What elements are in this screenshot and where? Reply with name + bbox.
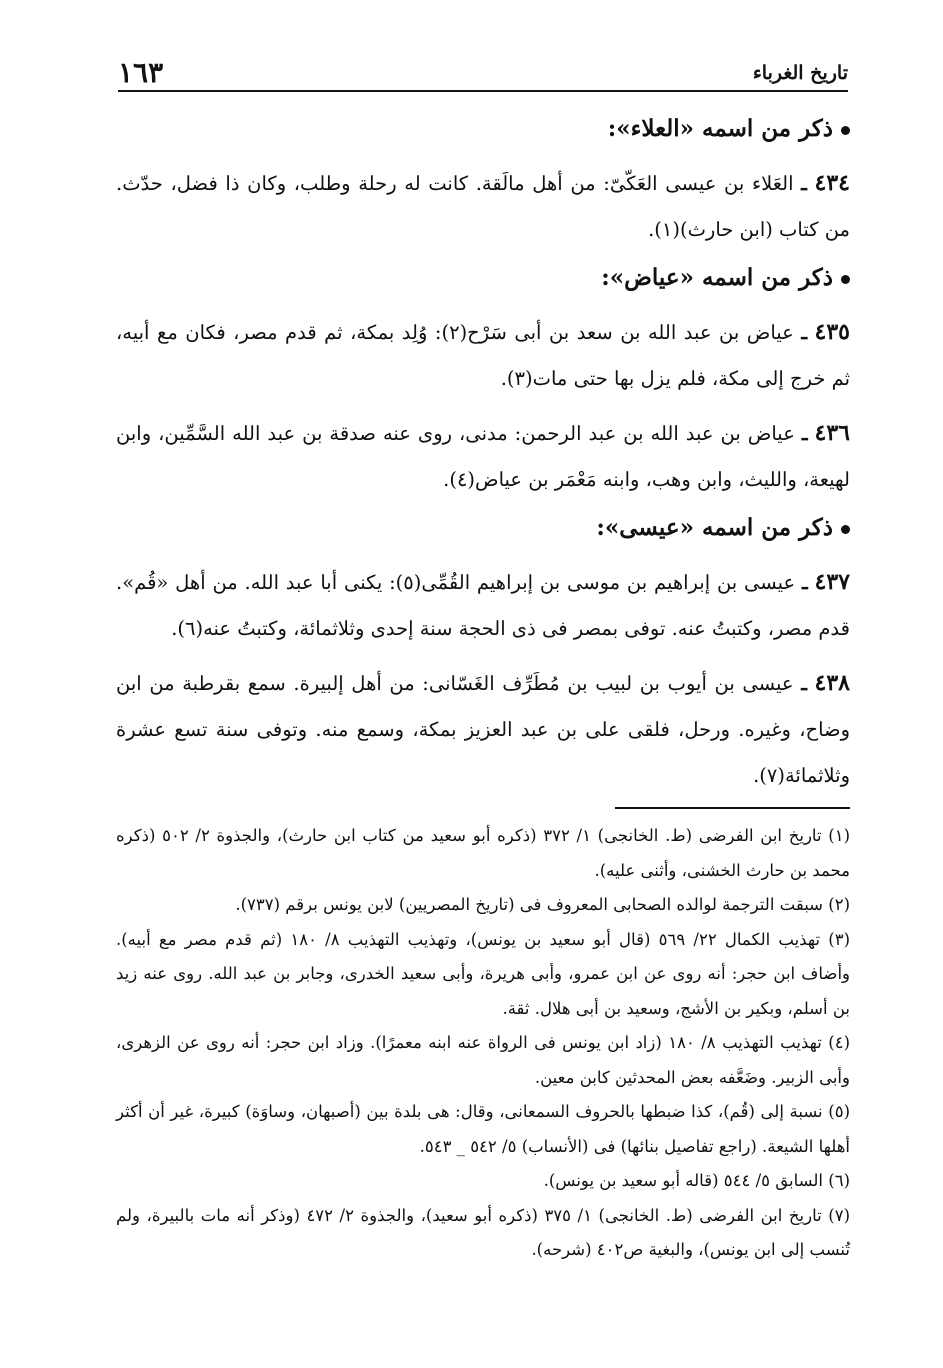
entry-text: عياض بن عبد الله بن عبد الرحمن: مدنى، روى عنه صدقة بن عبد الله السَّمِّين، وابن لهيعة، والليث، وابن وهب، وابنه مَعْمَر بن عياض(٤). bbox=[116, 422, 850, 491]
entry-text: عياض بن عبد الله بن سعد بن أبى سَرْح(٢): وُلِد بمكة، ثم قدم مصر، فكان مع أبيه، ثم خرج إلى مكة، فلم يزل بها حتى مات(٣). bbox=[116, 321, 850, 390]
bullet-icon bbox=[841, 525, 850, 534]
page-content bbox=[116, 108, 850, 1268]
entry-number: ٤٣٦ bbox=[814, 420, 850, 446]
biography-entry: ٤٣٨ ـ عيسى بن أيوب بن لبيب بن مُطَرِّف الغَسّانى: من أهل إلبيرة. سمع بقرطبة من ابن وضاح، وغيره. ورحل، فلقى على بن عبد العزيز بمكة، وسمع منه. وتوفى سنة تسع عشرة وثلاثمائة(٧). bbox=[116, 670, 850, 787]
entry-text: العَلاء بن عيسى العَكّىّ: من أهل مالَقة. كانت له رحلة وطلب، وكان ذا فضل، حدّث. من كتاب (ابن حارث)(١). bbox=[116, 172, 850, 241]
entry-number: ٤٣٧ bbox=[814, 569, 850, 595]
biography-entry: ٤٣٧ ـ عيسى بن إبراهيم بن موسى بن إبراهيم القُمِّى(٥): يكنى أبا عبد الله. من أهل «قُم». قدم مصر، وكتبتُ عنه. توفى بمصر فى ذى الحجة سنة إحدى وثلاثمائة، وكتبتُ عنه(٦). bbox=[116, 569, 850, 640]
biography-entry: ٤٣٤ ـ العَلاء بن عيسى العَكّىّ: من أهل مالَقة. كانت له رحلة وطلب، وكان ذا فضل، حدّث. من كتاب (ابن حارث)(١). bbox=[116, 170, 850, 241]
entry-number: ٤٣٤ bbox=[814, 170, 850, 196]
entry-number: ٤٣٥ bbox=[814, 319, 850, 345]
entry-text: عيسى بن أيوب بن لبيب بن مُطَرِّف الغَسّانى: من أهل إلبيرة. سمع بقرطبة من ابن وضاح، وغيره. ورحل، فلقى على بن عبد العزيز بمكة، وسمع منه. وتوفى سنة تسع عشرة وثلاثمائة(٧). bbox=[116, 672, 850, 787]
biography-entry: ٤٣٥ ـ عياض بن عبد الله بن سعد بن أبى سَرْح(٢): وُلِد بمكة، ثم قدم مصر، فكان مع أبيه، ثم خرج إلى مكة، فلم يزل بها حتى مات(٣). bbox=[116, 319, 850, 390]
footnote: (٤) تهذيب التهذيب ٨/ ١٨٠ (زاد ابن يونس فى الرواة عنه ابنه معمرًا). وزاد ابن حجر: أنه روى عن الزهرى، وأبى الزبير. وضَعَّفه بعض المحدثين كابن معين. bbox=[116, 1033, 850, 1087]
section-heading: ذكر من اسمه «عياض»: bbox=[116, 261, 850, 295]
biography-entry: ٤٣٦ ـ عياض بن عبد الله بن عبد الرحمن: مدنى، روى عنه صدقة بن عبد الله السَّمِّين، وابن لهيعة، والليث، وابن وهب، وابنه مَعْمَر بن عياض(٤). bbox=[116, 420, 850, 491]
page-number: ١٦٣ bbox=[118, 56, 164, 89]
footnote: (٦) السابق ٥/ ٥٤٤ (قاله أبو سعيد بن يونس). bbox=[543, 1171, 850, 1190]
running-title: تاريخ الغرباء bbox=[752, 62, 848, 84]
footnote: (٥) نسبة إلى (قُم)، كذا ضبطها بالحروف السمعانى، وقال: هى بلدة بين (أصبهان، وساوَة) كبيرة، غير أن أكثر أهلها الشيعة. (راجع تفاصيل بنائها) فى (الأنساب) ٥/ ٥٤٢ _ ٥٤٣. bbox=[116, 1102, 850, 1156]
entry-text: عيسى بن إبراهيم بن موسى بن إبراهيم القُمِّى(٥): يكنى أبا عبد الله. من أهل «قُم». قدم مصر، وكتبتُ عنه. توفى بمصر فى ذى الحجة سنة إحدى وثلاثمائة، وكتبتُ عنه(٦). bbox=[116, 571, 850, 640]
section-heading: ذكر من اسمه «عيسى»: bbox=[116, 511, 850, 545]
footnote: (٣) تهذيب الكمال ٢٢/ ٥٦٩ (قال أبو سعيد بن يونس)، وتهذيب التهذيب ٨/ ١٨٠ (ثم قدم مصر مع أبيه). وأضاف ابن حجر: أنه روى عن ابن عمرو، وأبى هريرة، وأبى سعيد الخدرى، وجابر بن عبد الله. روى عنه زيد بن أسلم، وبكير بن الأشج، وسعيد بن أبى هلال. ثقة. bbox=[116, 929, 850, 1018]
bullet-icon bbox=[841, 126, 850, 135]
entry-number: ٤٣٨ bbox=[814, 670, 850, 696]
bullet-icon bbox=[841, 275, 850, 284]
footnote: (١) تاريخ ابن الفرضى (ط. الخانجى) ١/ ٣٧٢ (ذكره أبو سعيد من كتاب ابن حارث)، والجذوة ٢/ ٥٠٢ (ذكره محمد بن حارث الخشنى، وأثنى عليه). bbox=[116, 826, 850, 880]
footnote: (٧) تاريخ ابن الفرضى (ط. الخانجى) ١/ ٣٧٥ (ذكره أبو سعيد)، والجذوة ٢/ ٤٧٢ (وذكر أنه مات بالبيرة، ولم تُنسب إلى ابن يونس)، والبغية ص٤٠٢ (شرحه). bbox=[116, 1205, 850, 1259]
page-header bbox=[118, 56, 848, 92]
footnote: (٢) سبقت الترجمة لوالده الصحابى المعروف فى (تاريخ المصريين) لابن يونس برقم (٧٣٧). bbox=[235, 895, 850, 914]
section-heading: ذكر من اسمه «العلاء»: bbox=[116, 112, 850, 146]
footnote-divider bbox=[615, 807, 850, 809]
footnotes bbox=[116, 819, 850, 1268]
